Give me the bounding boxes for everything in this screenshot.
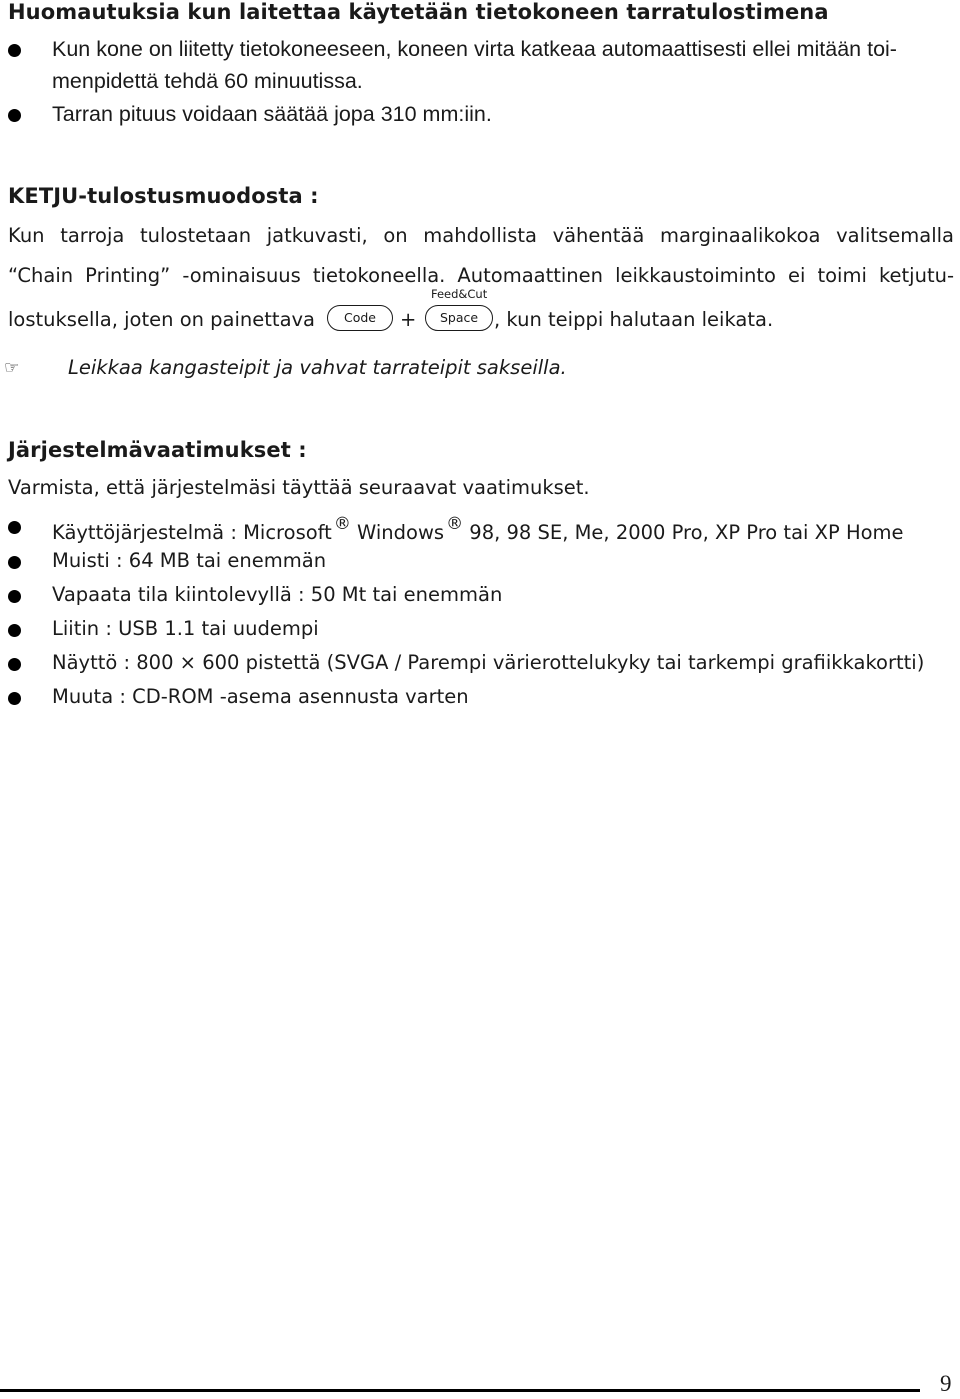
- section-heading-system-requirements: Järjestelmävaatimukset :: [8, 438, 307, 462]
- bullet-text-line: Tarran pituus voidaan säätää jopa 310 mm:iin.: [52, 102, 492, 126]
- requirement-os: [52, 514, 904, 544]
- bullet-icon: [8, 658, 21, 671]
- bullet-text-line: Kun kone on liitetty tietokoneeseen, koneen virta katkeaa automaattisesti ellei mitään toi-: [52, 37, 897, 61]
- bullet-text-continuation: menpidettä tehdä 60 minuutissa.: [52, 69, 363, 93]
- requirement-disk: Vapaata tila kiintolevyllä : 50 Mt tai enemmän: [52, 583, 503, 606]
- requirement-memory: Muisti : 64 MB tai enemmän: [52, 549, 327, 572]
- paragraph-line: Kun tarroja tulostetaan jatkuvasti, on mahdollista vähentää marginaalikokoa valitsemalla: [8, 224, 954, 247]
- bullet-icon: [8, 692, 21, 705]
- section-heading-chain-printing: KETJU-tulostusmuodosta :: [8, 184, 319, 208]
- requirements-intro: Varmista, että järjestelmäsi täyttää seuraavat vaatimukset.: [8, 476, 590, 499]
- code-key: Code: [327, 305, 393, 331]
- bullet-icon: [8, 556, 21, 569]
- paragraph-line-end: , kun teippi halutaan leikata.: [494, 308, 774, 331]
- requirement-other: Muuta : CD-ROM -asema asennusta varten: [52, 685, 469, 708]
- bullet-icon: [8, 44, 21, 57]
- pointing-hand-icon: ☞: [4, 358, 20, 378]
- requirement-os-versions: 98, 98 SE, Me, 2000 Pro, XP Pro tai XP Home: [469, 521, 904, 544]
- requirement-os-windows: Windows: [357, 521, 445, 544]
- bullet-icon: [8, 521, 21, 534]
- requirement-port: Liitin : USB 1.1 tai uudempi: [52, 617, 319, 640]
- bullet-icon: [8, 590, 21, 603]
- bullet-icon: [8, 109, 21, 122]
- requirement-display: Näyttö : 800 × 600 pistettä (SVGA / Parempi värierottelukyky tai tarkempi grafiikkakortti): [52, 651, 925, 674]
- paragraph-line: “Chain Printing” -ominaisuus tietokoneella. Automaattinen leikkaustoiminto ei toimi ketjutu-: [8, 264, 954, 287]
- footer-rule: [0, 1389, 920, 1392]
- registered-mark: ®: [333, 514, 351, 534]
- paragraph-line-start: lostuksella, joten on painettava: [8, 308, 316, 331]
- feed-cut-key-caption: Feed&Cut: [431, 287, 488, 301]
- bullet-icon: [8, 624, 21, 637]
- registered-mark: ®: [446, 514, 464, 534]
- page-number: 9: [940, 1371, 952, 1396]
- plus-sign: +: [400, 308, 417, 331]
- space-key: Space: [425, 305, 493, 331]
- note-text: Leikkaa kangasteipit ja vahvat tarrateipit sakseilla.: [68, 356, 567, 379]
- requirement-os-label: Käyttöjärjestelmä : Microsoft: [52, 521, 332, 544]
- section-heading-notes: Huomautuksia kun laitettaa käytetään tietokoneen tarratulostimena: [8, 0, 829, 24]
